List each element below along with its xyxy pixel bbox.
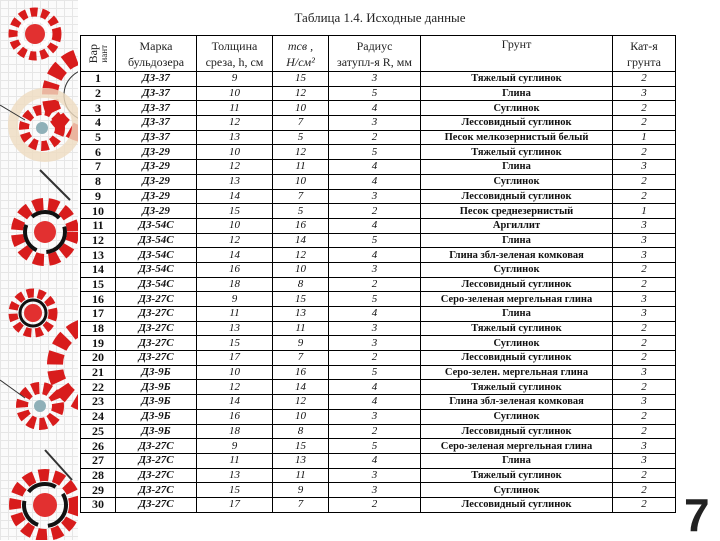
row-radius: 4: [329, 160, 421, 175]
row-m: 8: [273, 277, 329, 292]
row-soil: Лессовидный суглинок: [421, 116, 613, 131]
row-soil: Глина: [421, 86, 613, 101]
row-radius: 3: [329, 468, 421, 483]
row-radius: 5: [329, 439, 421, 454]
header-m-line2: Н/см²: [286, 54, 315, 69]
row-soil: Песок мелкозернистый белый: [421, 130, 613, 145]
table-row: [81, 336, 676, 351]
row-category: 2: [613, 468, 676, 483]
table-row: [81, 351, 676, 366]
row-thickness: 11: [197, 453, 273, 468]
row-brand: ДЗ-27С: [116, 439, 197, 454]
row-brand: ДЗ-27С: [116, 483, 197, 498]
row-number: 23: [81, 395, 116, 410]
row-soil: Глина: [421, 307, 613, 322]
row-brand: ДЗ-9Б: [116, 365, 197, 380]
row-m: 11: [273, 468, 329, 483]
header-category-line2: грунта: [627, 54, 661, 69]
header-soil: [421, 36, 613, 72]
row-brand: ДЗ-29: [116, 174, 197, 189]
header-brand-line2: бульдозера: [127, 54, 185, 69]
row-brand: ДЗ-27С: [116, 497, 197, 512]
row-number: 26: [81, 439, 116, 454]
row-category: 3: [613, 307, 676, 322]
row-category: 2: [613, 497, 676, 512]
row-category: 1: [613, 204, 676, 219]
row-radius: 2: [329, 204, 421, 219]
row-m: 7: [273, 351, 329, 366]
row-category: 3: [613, 292, 676, 307]
row-number: 11: [81, 218, 116, 233]
row-category: 2: [613, 262, 676, 277]
row-category: 2: [613, 351, 676, 366]
row-category: 2: [613, 174, 676, 189]
row-m: 8: [273, 424, 329, 439]
row-thickness: 9: [197, 439, 273, 454]
row-brand: ДЗ-54С: [116, 277, 197, 292]
row-number: 28: [81, 468, 116, 483]
table-row: [81, 101, 676, 116]
row-soil: Тяжелый суглинок: [421, 468, 613, 483]
table-row: [81, 248, 676, 263]
row-category: 2: [613, 145, 676, 160]
row-number: 24: [81, 409, 116, 424]
header-brand: [116, 36, 197, 72]
header-radius-line2: затупл-я R, мм: [337, 54, 412, 69]
row-thickness: 10: [197, 218, 273, 233]
table-row: [81, 321, 676, 336]
header-category: [613, 36, 676, 72]
row-brand: ДЗ-29: [116, 189, 197, 204]
row-m: 10: [273, 409, 329, 424]
table-row: [81, 453, 676, 468]
row-category: 3: [613, 439, 676, 454]
row-category: 2: [613, 336, 676, 351]
row-m: 10: [273, 174, 329, 189]
row-brand: ДЗ-54С: [116, 248, 197, 263]
table-row: [81, 424, 676, 439]
row-thickness: 13: [197, 321, 273, 336]
row-number: 3: [81, 101, 116, 116]
row-soil: Глина: [421, 233, 613, 248]
row-number: 10: [81, 204, 116, 219]
row-m: 10: [273, 262, 329, 277]
row-number: 25: [81, 424, 116, 439]
row-category: 2: [613, 424, 676, 439]
header-variant-a: Вар: [86, 43, 100, 64]
row-m: 15: [273, 439, 329, 454]
row-number: 9: [81, 189, 116, 204]
row-m: 15: [273, 292, 329, 307]
row-m: 16: [273, 218, 329, 233]
header-m-line1: mсв ,: [287, 38, 314, 53]
row-number: 1: [81, 72, 116, 87]
row-soil: Глина збл-зеленая комковая: [421, 248, 613, 263]
row-brand: ДЗ-37: [116, 72, 197, 87]
row-soil: Глина: [421, 160, 613, 175]
page-number: 7: [684, 489, 710, 541]
row-number: 2: [81, 86, 116, 101]
row-thickness: 12: [197, 116, 273, 131]
row-brand: ДЗ-37: [116, 86, 197, 101]
row-soil: Тяжелый суглинок: [421, 321, 613, 336]
row-radius: 5: [329, 233, 421, 248]
table-row: [81, 365, 676, 380]
row-radius: 3: [329, 116, 421, 131]
header-brand-line1: Марка: [139, 38, 173, 53]
row-brand: ДЗ-27С: [116, 351, 197, 366]
row-brand: ДЗ-27С: [116, 453, 197, 468]
table-row: [81, 380, 676, 395]
row-m: 7: [273, 497, 329, 512]
table-row: [81, 86, 676, 101]
table-row: [81, 116, 676, 131]
row-m: 10: [273, 101, 329, 116]
row-soil: Серо-зеленая мергельная глина: [421, 292, 613, 307]
row-category: 3: [613, 395, 676, 410]
row-number: 30: [81, 497, 116, 512]
row-category: 2: [613, 483, 676, 498]
table-row: [81, 233, 676, 248]
row-m: 13: [273, 453, 329, 468]
row-m: 9: [273, 483, 329, 498]
row-brand: ДЗ-37: [116, 130, 197, 145]
row-thickness: 17: [197, 497, 273, 512]
row-soil: Серо-зеленая мергельная глина: [421, 439, 613, 454]
row-thickness: 14: [197, 395, 273, 410]
table-header-row: [81, 36, 676, 72]
row-soil: Серо-зелен. мергельная глина: [421, 365, 613, 380]
row-thickness: 18: [197, 277, 273, 292]
table-row: [81, 130, 676, 145]
row-category: 3: [613, 86, 676, 101]
row-radius: 2: [329, 277, 421, 292]
row-brand: ДЗ-54С: [116, 262, 197, 277]
row-m: 16: [273, 365, 329, 380]
row-number: 21: [81, 365, 116, 380]
row-radius: 4: [329, 248, 421, 263]
row-number: 17: [81, 307, 116, 322]
row-brand: ДЗ-37: [116, 116, 197, 131]
row-radius: 2: [329, 497, 421, 512]
row-m: 11: [273, 160, 329, 175]
row-soil: Лессовидный суглинок: [421, 497, 613, 512]
row-category: 1: [613, 130, 676, 145]
table-row: [81, 262, 676, 277]
row-soil: Глина: [421, 453, 613, 468]
row-soil: Лессовидный суглинок: [421, 189, 613, 204]
gears-decoration: [0, 0, 78, 540]
row-brand: ДЗ-9Б: [116, 395, 197, 410]
row-soil: Суглинок: [421, 262, 613, 277]
row-thickness: 14: [197, 248, 273, 263]
header-variant: [81, 36, 116, 72]
row-thickness: 9: [197, 72, 273, 87]
row-thickness: 13: [197, 130, 273, 145]
row-thickness: 15: [197, 204, 273, 219]
row-thickness: 16: [197, 262, 273, 277]
row-thickness: 11: [197, 307, 273, 322]
row-number: 13: [81, 248, 116, 263]
row-radius: 3: [329, 483, 421, 498]
table-row: [81, 409, 676, 424]
row-m: 9: [273, 336, 329, 351]
table-row: [81, 72, 676, 87]
row-brand: ДЗ-37: [116, 101, 197, 116]
row-category: 2: [613, 321, 676, 336]
row-radius: 5: [329, 365, 421, 380]
row-soil: Суглинок: [421, 174, 613, 189]
row-thickness: 10: [197, 365, 273, 380]
header-thickness-line2: среза, h, см: [205, 54, 264, 69]
row-brand: ДЗ-9Б: [116, 380, 197, 395]
row-radius: 3: [329, 262, 421, 277]
row-number: 12: [81, 233, 116, 248]
row-thickness: 13: [197, 174, 273, 189]
row-brand: ДЗ-29: [116, 160, 197, 175]
row-soil: Аргиллит: [421, 218, 613, 233]
row-soil: Суглинок: [421, 483, 613, 498]
row-radius: 5: [329, 145, 421, 160]
row-radius: 2: [329, 424, 421, 439]
row-radius: 3: [329, 72, 421, 87]
row-radius: 5: [329, 86, 421, 101]
row-category: 3: [613, 248, 676, 263]
table-row: [81, 307, 676, 322]
row-number: 16: [81, 292, 116, 307]
row-soil: Тяжелый суглинок: [421, 380, 613, 395]
row-thickness: 10: [197, 86, 273, 101]
row-number: 14: [81, 262, 116, 277]
row-m: 14: [273, 233, 329, 248]
row-category: 3: [613, 453, 676, 468]
row-radius: 4: [329, 307, 421, 322]
row-radius: 4: [329, 395, 421, 410]
row-category: 2: [613, 101, 676, 116]
row-soil: Суглинок: [421, 101, 613, 116]
row-radius: 2: [329, 130, 421, 145]
row-category: 2: [613, 116, 676, 131]
row-thickness: 15: [197, 483, 273, 498]
row-category: 3: [613, 365, 676, 380]
row-category: 3: [613, 218, 676, 233]
row-number: 29: [81, 483, 116, 498]
row-soil: Суглинок: [421, 409, 613, 424]
row-number: 5: [81, 130, 116, 145]
row-brand: ДЗ-27С: [116, 292, 197, 307]
header-m: [273, 36, 329, 72]
row-m: 14: [273, 380, 329, 395]
row-thickness: 12: [197, 380, 273, 395]
row-brand: ДЗ-27С: [116, 468, 197, 483]
row-number: 19: [81, 336, 116, 351]
row-brand: ДЗ-54С: [116, 233, 197, 248]
table-row: [81, 277, 676, 292]
row-category: 2: [613, 277, 676, 292]
row-soil: Тяжелый суглинок: [421, 72, 613, 87]
table-row: [81, 145, 676, 160]
row-m: 12: [273, 145, 329, 160]
row-m: 15: [273, 72, 329, 87]
header-variant-b: иант: [99, 44, 109, 63]
row-brand: ДЗ-27С: [116, 307, 197, 322]
row-brand: ДЗ-27С: [116, 321, 197, 336]
row-soil: Лессовидный суглинок: [421, 277, 613, 292]
row-thickness: 17: [197, 351, 273, 366]
row-m: 12: [273, 395, 329, 410]
header-thickness-line1: Толщина: [211, 38, 258, 53]
row-number: 22: [81, 380, 116, 395]
row-thickness: 13: [197, 468, 273, 483]
row-thickness: 12: [197, 160, 273, 175]
row-thickness: 12: [197, 233, 273, 248]
row-soil: Песок среднезернистый: [421, 204, 613, 219]
table-row: [81, 292, 676, 307]
row-category: 2: [613, 409, 676, 424]
table-row: [81, 218, 676, 233]
row-soil: Суглинок: [421, 336, 613, 351]
table-row: [81, 497, 676, 512]
table-row: [81, 483, 676, 498]
row-m: 11: [273, 321, 329, 336]
table-row: [81, 395, 676, 410]
row-m: 5: [273, 130, 329, 145]
row-number: 27: [81, 453, 116, 468]
header-category-line1: Кат-я: [630, 38, 658, 53]
row-thickness: 9: [197, 292, 273, 307]
row-radius: 2: [329, 351, 421, 366]
row-brand: ДЗ-9Б: [116, 424, 197, 439]
row-m: 12: [273, 248, 329, 263]
row-thickness: 16: [197, 409, 273, 424]
row-soil: Лессовидный суглинок: [421, 424, 613, 439]
table-row: [81, 174, 676, 189]
data-table: [80, 35, 676, 513]
row-radius: 4: [329, 101, 421, 116]
header-thickness: [197, 36, 273, 72]
table-row: [81, 204, 676, 219]
row-category: 3: [613, 233, 676, 248]
table-row: [81, 189, 676, 204]
row-radius: 4: [329, 218, 421, 233]
row-thickness: 14: [197, 189, 273, 204]
row-radius: 3: [329, 336, 421, 351]
row-radius: 4: [329, 174, 421, 189]
row-radius: 3: [329, 409, 421, 424]
table-row: [81, 439, 676, 454]
row-brand: ДЗ-9Б: [116, 409, 197, 424]
row-number: 15: [81, 277, 116, 292]
row-category: 2: [613, 380, 676, 395]
row-category: 2: [613, 189, 676, 204]
row-m: 5: [273, 204, 329, 219]
row-radius: 3: [329, 321, 421, 336]
row-m: 13: [273, 307, 329, 322]
gears-icon: [0, 0, 78, 540]
table-row: [81, 468, 676, 483]
row-thickness: 10: [197, 145, 273, 160]
table-row: [81, 160, 676, 175]
row-radius: 4: [329, 453, 421, 468]
header-radius-line1: Радиус: [356, 38, 393, 53]
row-thickness: 11: [197, 101, 273, 116]
row-number: 7: [81, 160, 116, 175]
header-radius: [329, 36, 421, 72]
row-m: 7: [273, 189, 329, 204]
row-soil: Глина збл-зеленая комковая: [421, 395, 613, 410]
row-radius: 3: [329, 189, 421, 204]
row-radius: 5: [329, 292, 421, 307]
row-soil: Тяжелый суглинок: [421, 145, 613, 160]
row-category: 3: [613, 160, 676, 175]
row-number: 8: [81, 174, 116, 189]
row-thickness: 15: [197, 336, 273, 351]
row-brand: ДЗ-29: [116, 204, 197, 219]
row-brand: ДЗ-27С: [116, 336, 197, 351]
row-brand: ДЗ-29: [116, 145, 197, 160]
row-m: 7: [273, 116, 329, 131]
table-title: Таблица 1.4. Исходные данные: [294, 10, 466, 25]
row-thickness: 18: [197, 424, 273, 439]
row-number: 6: [81, 145, 116, 160]
header-soil-label: Грунт: [501, 37, 532, 51]
row-radius: 4: [329, 380, 421, 395]
row-number: 4: [81, 116, 116, 131]
row-soil: Лессовидный суглинок: [421, 351, 613, 366]
row-number: 20: [81, 351, 116, 366]
row-brand: ДЗ-54С: [116, 218, 197, 233]
row-number: 18: [81, 321, 116, 336]
row-m: 12: [273, 86, 329, 101]
row-category: 2: [613, 72, 676, 87]
